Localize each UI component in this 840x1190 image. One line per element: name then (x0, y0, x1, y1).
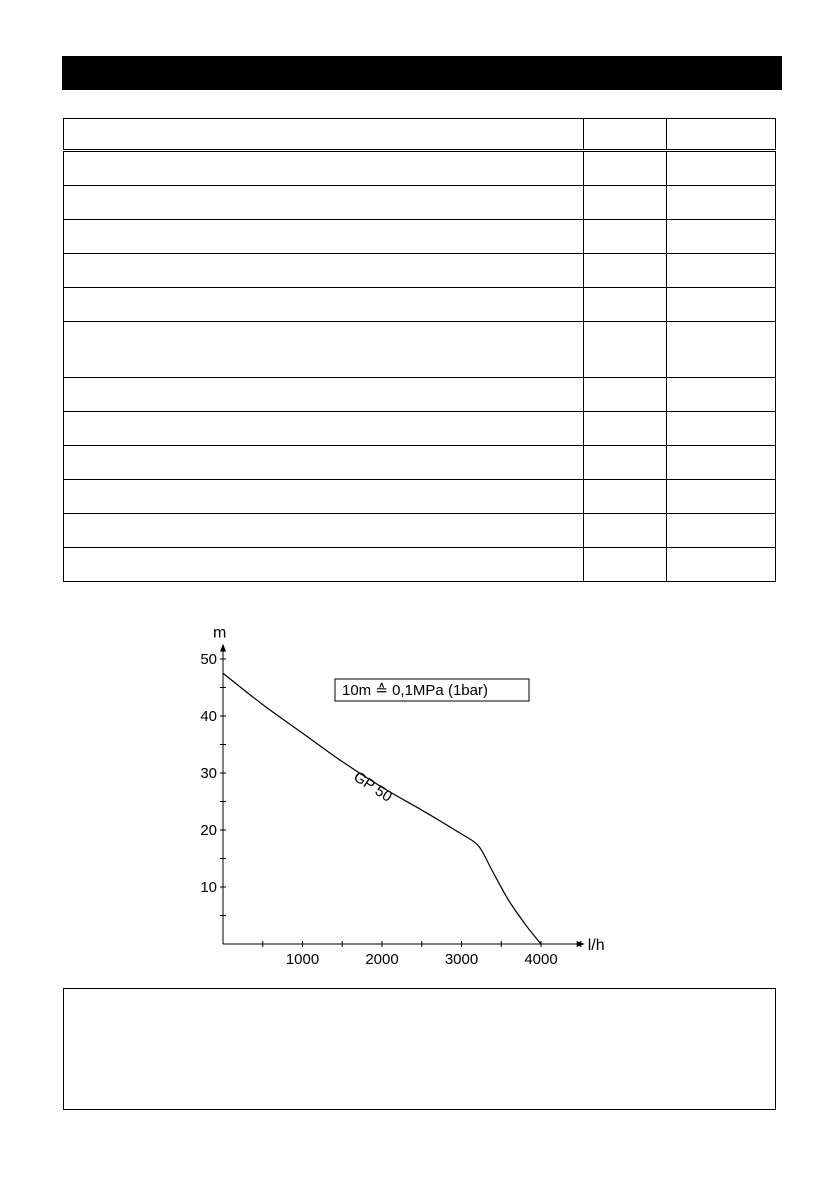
series-label: GP 50 (350, 768, 396, 806)
notes-box (63, 988, 776, 1110)
table-row (64, 322, 776, 378)
x-tick-label: 1000 (285, 951, 320, 968)
y-axis-label: m (213, 624, 227, 642)
pressure-annotation (335, 679, 529, 701)
table-row (64, 548, 776, 582)
table-row (64, 412, 776, 446)
table-row (64, 220, 776, 254)
table-row (64, 254, 776, 288)
chart-series (223, 673, 541, 944)
x-tick-label: 2000 (365, 951, 399, 968)
table-row (64, 186, 776, 220)
annotation-text: 10m ≙ 0,1MPa (1bar) (342, 682, 488, 699)
table-row (64, 378, 776, 412)
table-row (64, 446, 776, 480)
y-tick-label: 30 (200, 765, 217, 782)
table-header-row (64, 119, 776, 151)
section-title-bar (62, 56, 782, 90)
x-axis-ticks (263, 941, 581, 968)
table-row (64, 514, 776, 548)
table-row (64, 480, 776, 514)
x-axis-label: l/h (587, 937, 605, 954)
y-tick-label: 20 (200, 822, 217, 839)
y-tick-label: 10 (200, 879, 217, 896)
x-tick-label: 3000 (444, 951, 479, 968)
table-row (64, 151, 776, 186)
y-tick-label: 40 (200, 708, 217, 725)
y-axis-ticks (200, 651, 226, 916)
y-tick-label: 50 (200, 651, 217, 668)
series-line (223, 673, 541, 944)
pump-performance-chart (180, 620, 660, 970)
x-tick-label: 4000 (524, 951, 558, 968)
technical-data-table (63, 118, 776, 582)
y-axis-arrow (220, 644, 226, 652)
table-row (64, 288, 776, 322)
